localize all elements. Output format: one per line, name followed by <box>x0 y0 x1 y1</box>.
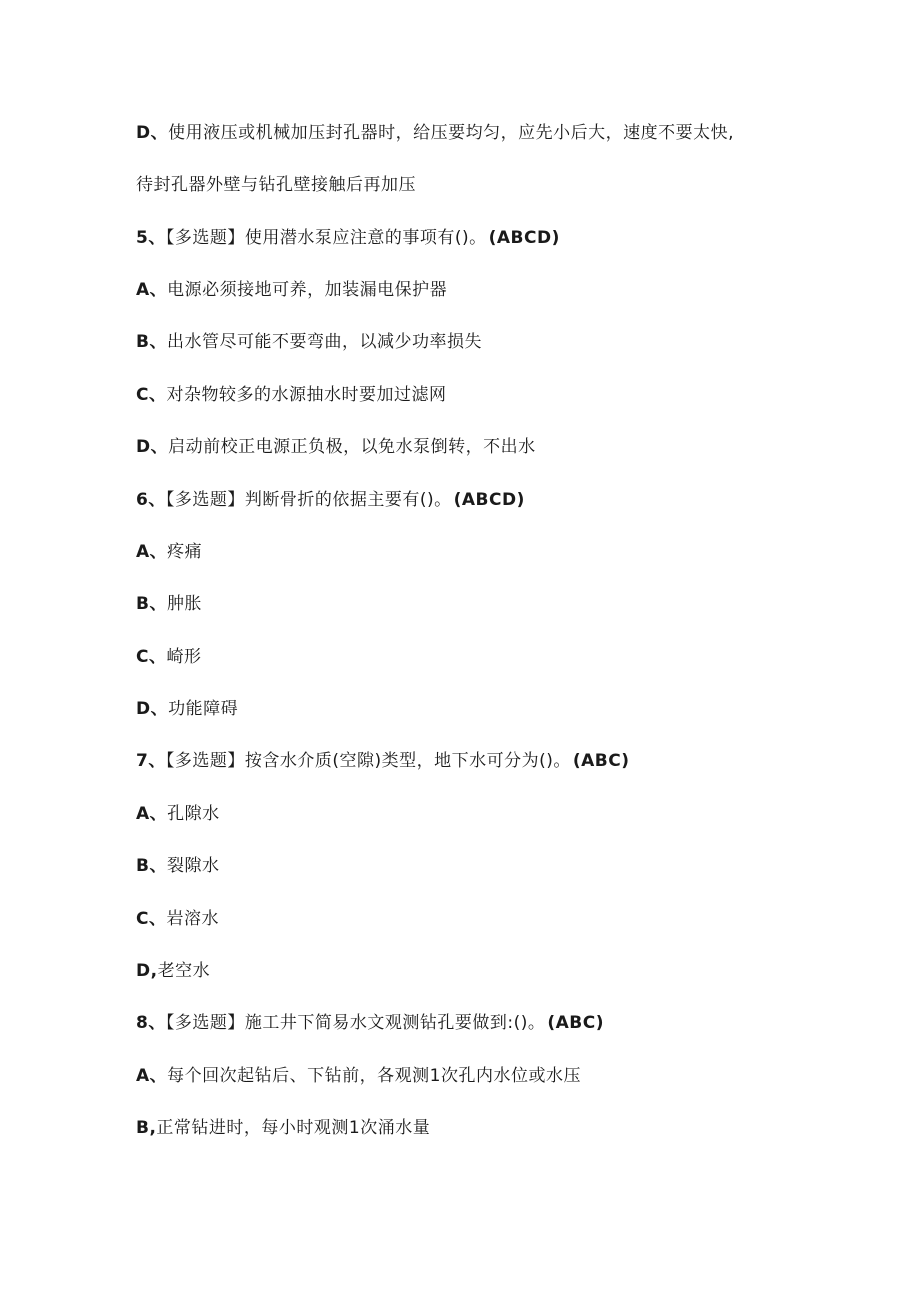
question-line <box>136 1012 604 1034</box>
option-label: A、 <box>136 542 168 562</box>
option-text: 岩溶水 <box>166 909 219 929</box>
question-line <box>136 750 630 772</box>
option-label: B、 <box>136 856 167 876</box>
question-text: 【多选题】判断骨折的依据主要有()。 <box>165 490 452 510</box>
option-text: 使用液压或机械加压封孔器时，给压要均匀，应先小后大，速度不要太快, <box>168 123 735 143</box>
option-label: C、 <box>136 909 167 929</box>
option-text: 每个回次起钻后、下钻前，各观测1次孔内水位或水压 <box>167 1066 581 1086</box>
question-text: 【多选题】使用潜水泵应注意的事项有()。 <box>165 228 487 248</box>
question-number: 5、 <box>136 228 166 248</box>
option-line <box>136 855 219 877</box>
option-line <box>136 908 219 930</box>
option-line-continuation <box>136 174 416 196</box>
option-text: 疼痛 <box>167 542 203 562</box>
option-text: 崎形 <box>166 647 202 667</box>
option-line <box>136 960 210 982</box>
option-line <box>136 436 536 458</box>
option-text: 孔隙水 <box>167 804 220 824</box>
option-text: 裂隙水 <box>166 856 220 876</box>
question-answer: (ABC) <box>547 1013 604 1033</box>
question-number: 7、 <box>136 751 166 771</box>
question-answer: (ABCD) <box>488 228 560 248</box>
option-line <box>136 593 202 615</box>
option-line <box>136 331 482 353</box>
question-line <box>136 489 525 511</box>
question-text: 【多选题】施工井下简易水文观测钻孔要做到:()。 <box>165 1013 546 1033</box>
option-label: B, <box>136 1118 157 1138</box>
option-text: 电源必须接地可养，加装漏电保护器 <box>167 280 448 300</box>
option-label: D、 <box>136 699 169 719</box>
option-label: B、 <box>136 332 167 352</box>
option-line <box>136 1117 430 1139</box>
option-line <box>136 384 446 406</box>
option-text: 对杂物较多的水源抽水时要加过滤网 <box>166 385 447 405</box>
option-text: 功能障碍 <box>168 699 239 719</box>
option-label: D、 <box>136 437 169 457</box>
option-line <box>136 122 734 144</box>
option-label: C、 <box>136 647 167 667</box>
option-label: A、 <box>136 280 168 300</box>
option-text: 肿胀 <box>166 594 202 614</box>
option-line <box>136 279 447 301</box>
option-label: A、 <box>136 1066 168 1086</box>
option-label: B、 <box>136 594 167 614</box>
option-text: 待封孔器外壁与钻孔壁接触后再加压 <box>136 175 416 195</box>
option-label: D、 <box>136 123 169 143</box>
option-text: 启动前校正电源正负极，以免水泵倒转，不出水 <box>168 437 536 457</box>
question-number: 6、 <box>136 490 166 510</box>
option-line <box>136 698 238 720</box>
question-line <box>136 227 560 249</box>
question-answer: (ABCD) <box>453 490 525 510</box>
question-number: 8、 <box>136 1013 166 1033</box>
option-line <box>136 1065 581 1087</box>
option-text: 老空水 <box>157 961 211 981</box>
option-label: D, <box>136 961 158 981</box>
option-text: 正常钻进时，每小时观测1次涌水量 <box>156 1118 431 1138</box>
option-line <box>136 646 201 668</box>
option-label: A、 <box>136 804 168 824</box>
option-label: C、 <box>136 385 167 405</box>
option-text: 出水管尽可能不要弯曲，以减少功率损失 <box>166 332 482 352</box>
question-answer: (ABC) <box>572 751 630 771</box>
question-text: 【多选题】按含水介质(空隙)类型，地下水可分为()。 <box>165 751 571 771</box>
option-line <box>136 803 220 825</box>
option-line <box>136 541 202 563</box>
